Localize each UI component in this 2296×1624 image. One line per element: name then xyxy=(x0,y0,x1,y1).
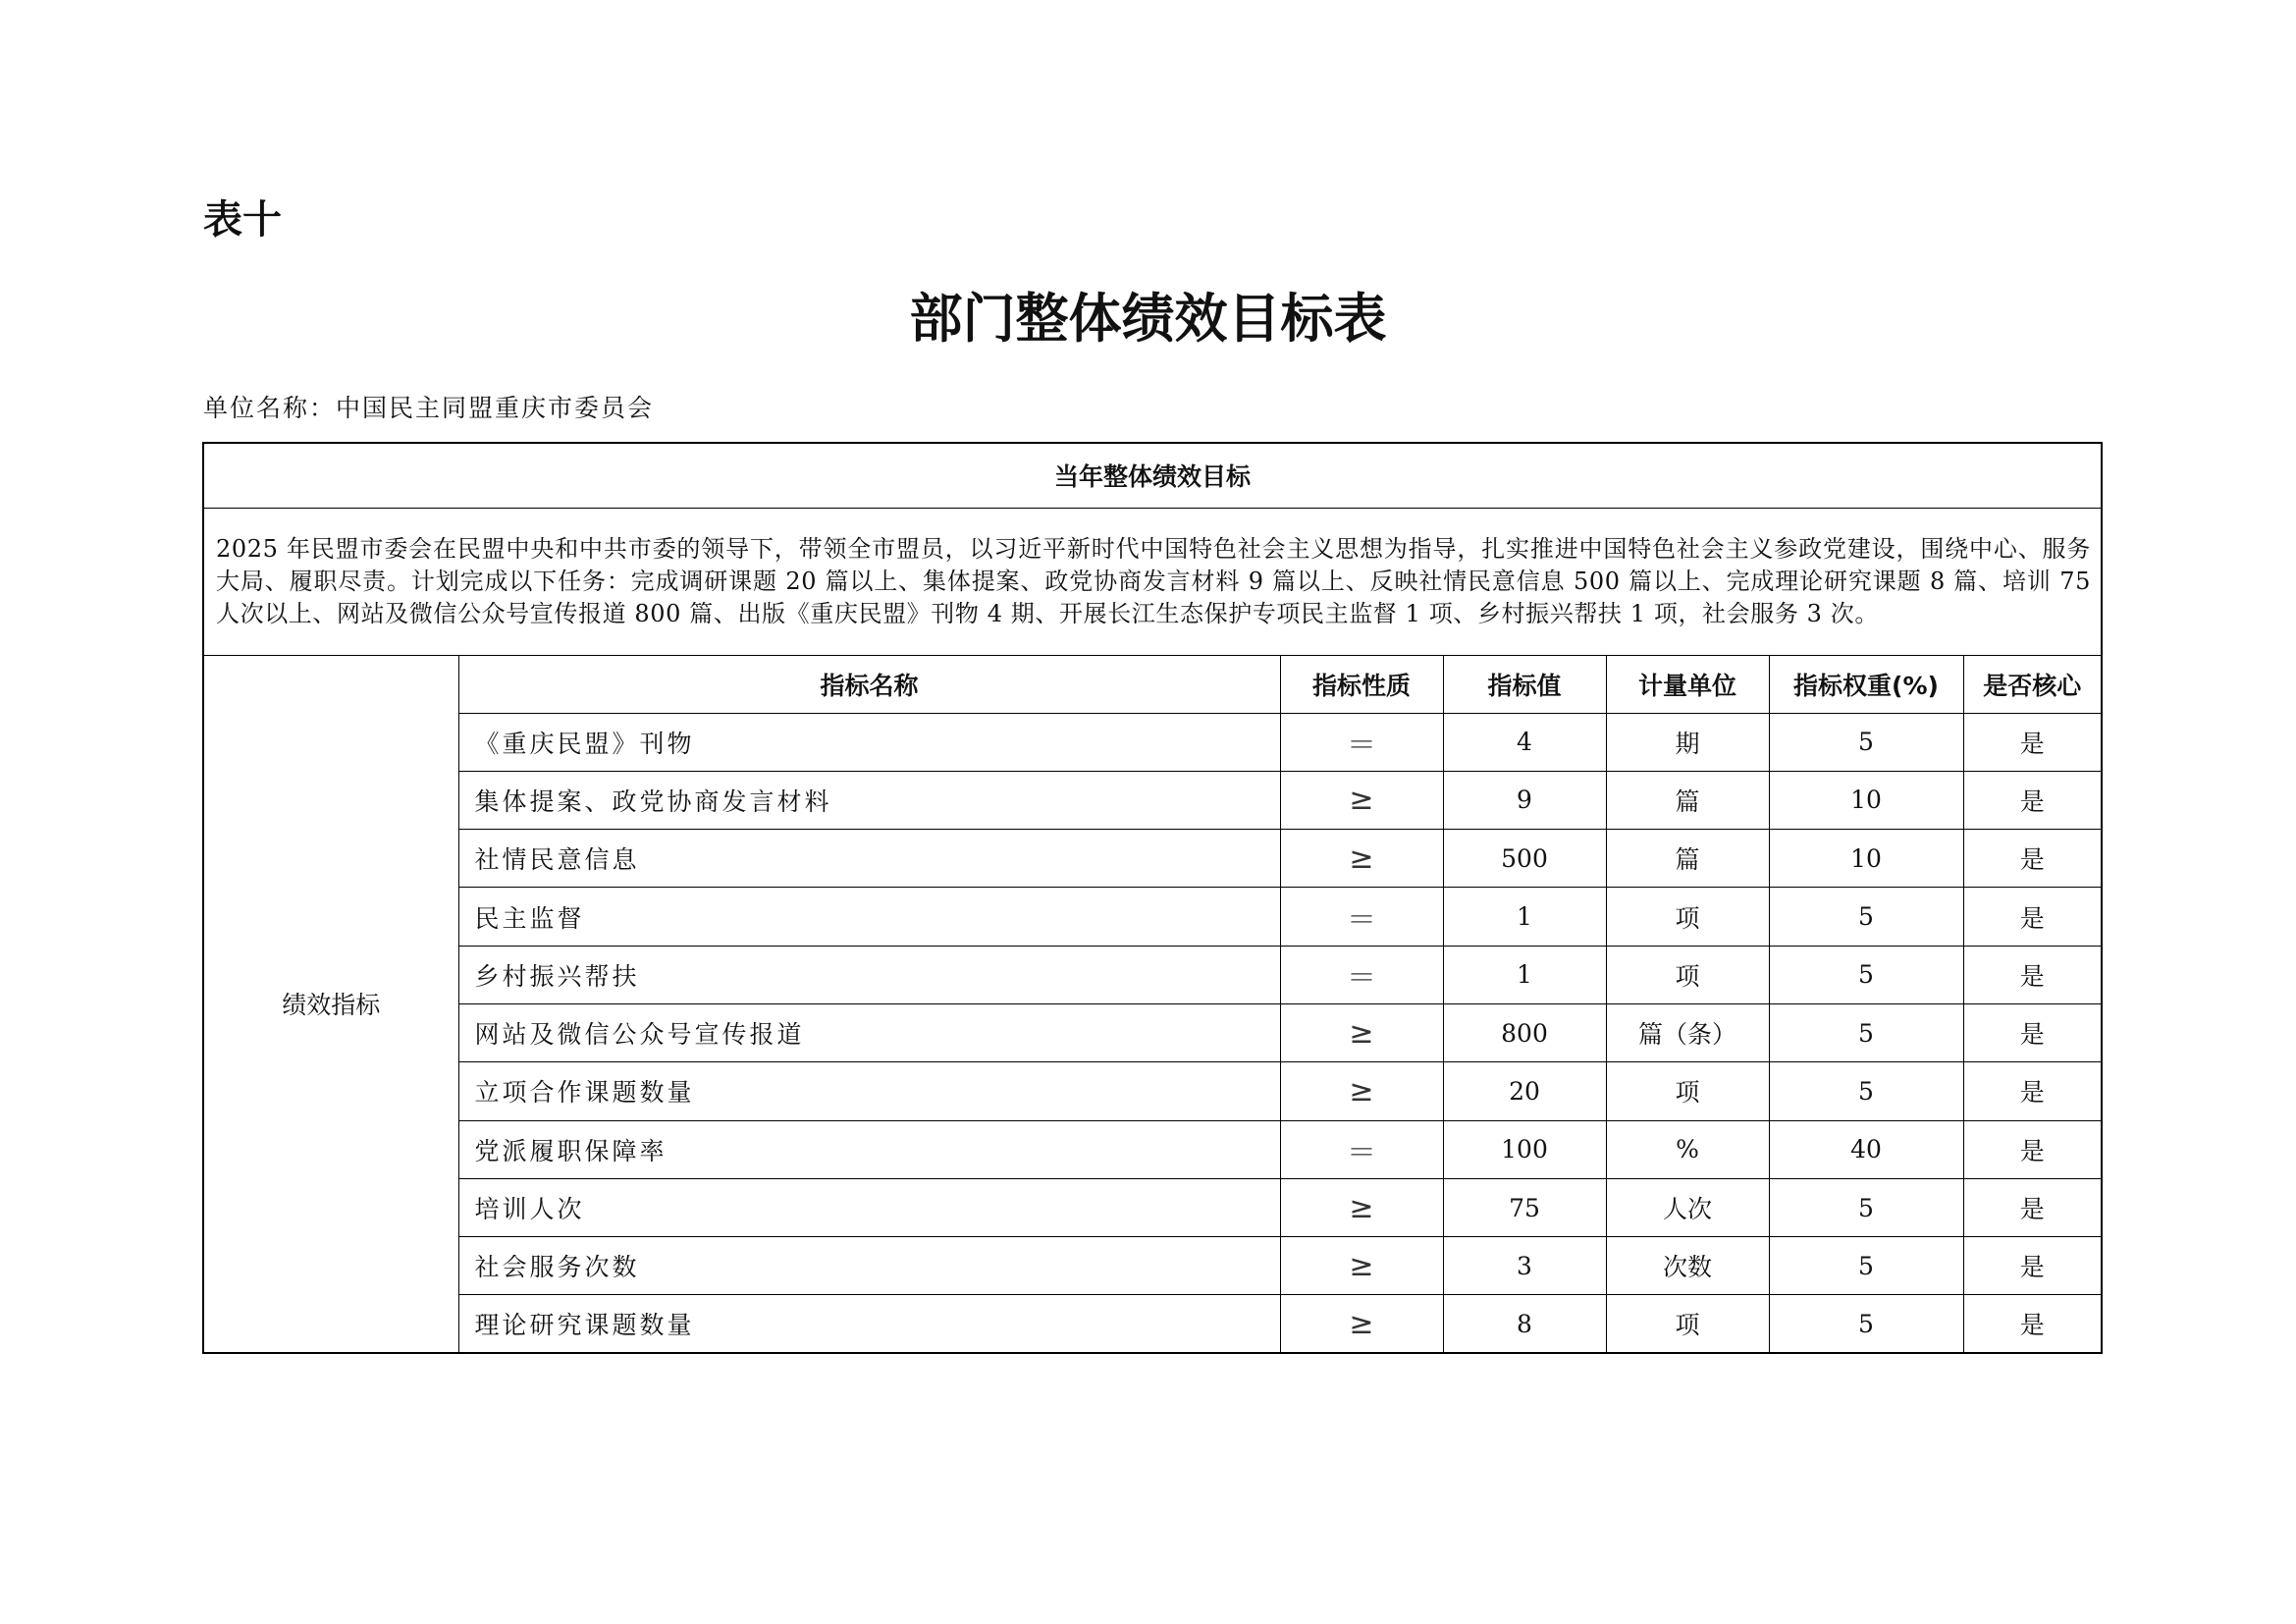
table-row xyxy=(203,1003,2102,1061)
table-row xyxy=(203,713,2102,771)
indicator-name: 社会服务次数 xyxy=(458,1237,1280,1295)
indicator-weight: 5 xyxy=(1769,888,1963,946)
description-row xyxy=(203,508,2102,655)
indicator-unit: 期 xyxy=(1606,713,1769,771)
indicator-core: 是 xyxy=(1963,1178,2102,1236)
indicator-unit: 篇 xyxy=(1606,830,1769,888)
indicator-name: 《重庆民盟》刊物 xyxy=(458,713,1280,771)
indicator-nature: ≥ xyxy=(1280,1062,1443,1120)
indicator-core: 是 xyxy=(1963,946,2102,1003)
indicator-value: 75 xyxy=(1443,1178,1606,1236)
indicator-core: 是 xyxy=(1963,1295,2102,1353)
section-header-row xyxy=(203,443,2102,508)
indicator-unit: 人次 xyxy=(1606,1178,1769,1236)
indicator-core: 是 xyxy=(1963,888,2102,946)
indicator-value: 800 xyxy=(1443,1003,1606,1061)
column-header-row xyxy=(203,655,2102,713)
indicator-name: 党派履职保障率 xyxy=(458,1120,1280,1178)
table-row xyxy=(203,1062,2102,1120)
table-label: 表十 xyxy=(203,197,282,243)
indicator-nature: ＝ xyxy=(1280,713,1443,771)
indicator-name: 社情民意信息 xyxy=(458,830,1280,888)
column-header-core: 是否核心 xyxy=(1963,655,2102,713)
indicator-core: 是 xyxy=(1963,1003,2102,1061)
indicator-name: 集体提案、政党协商发言材料 xyxy=(458,771,1280,829)
indicator-weight: 5 xyxy=(1769,1295,1963,1353)
column-header-value: 指标值 xyxy=(1443,655,1606,713)
indicator-unit: % xyxy=(1606,1120,1769,1178)
indicator-core: 是 xyxy=(1963,830,2102,888)
indicator-unit: 次数 xyxy=(1606,1237,1769,1295)
indicator-unit: 项 xyxy=(1606,888,1769,946)
indicator-unit: 项 xyxy=(1606,946,1769,1003)
indicator-unit: 篇（条） xyxy=(1606,1003,1769,1061)
indicator-nature: ≥ xyxy=(1280,1295,1443,1353)
indicator-core: 是 xyxy=(1963,713,2102,771)
indicator-value: 8 xyxy=(1443,1295,1606,1353)
document-title: 部门整体绩效目标表 xyxy=(909,287,1387,350)
indicator-nature: ＝ xyxy=(1280,1120,1443,1178)
indicator-unit: 篇 xyxy=(1606,771,1769,829)
indicator-core: 是 xyxy=(1963,1062,2102,1120)
indicator-value: 9 xyxy=(1443,771,1606,829)
performance-target-table xyxy=(202,442,2103,1354)
indicator-name: 培训人次 xyxy=(458,1178,1280,1236)
column-header-weight: 指标权重(%) xyxy=(1769,655,1963,713)
table-row xyxy=(203,1237,2102,1295)
indicator-value: 3 xyxy=(1443,1237,1606,1295)
column-header-name: 指标名称 xyxy=(458,655,1280,713)
indicator-nature: ＝ xyxy=(1280,888,1443,946)
indicator-core: 是 xyxy=(1963,1237,2102,1295)
indicator-nature: ≥ xyxy=(1280,830,1443,888)
overall-goal-description: 2025 年民盟市委会在民盟中央和中共市委的领导下，带领全市盟员，以习近平新时代中国特色社会主义思想为指导，扎实推进中国特色社会主义参政党建设，围绕中心、服务大局、履职尽责。计划完成以下任务：完成调研课题 20 篇以上、集体提案、政党协商发言材料 9 篇以上、反映社情民意信息 500 篇以上、完成理论研究课题 8 篇、培训 75 人次以上、网站及微信公众号宣传报道 800 篇、出版《重庆民盟》刊物 4 期、开展长江生态保护专项民主监督 1 项、乡村振兴帮扶 1 项，社会服务 3 次。 xyxy=(203,508,2102,655)
indicator-core: 是 xyxy=(1963,1120,2102,1178)
table-row xyxy=(203,946,2102,1003)
column-header-nature: 指标性质 xyxy=(1280,655,1443,713)
table-row xyxy=(203,1120,2102,1178)
indicator-weight: 5 xyxy=(1769,1178,1963,1236)
indicator-unit: 项 xyxy=(1606,1062,1769,1120)
indicator-nature: ＝ xyxy=(1280,946,1443,1003)
indicator-value: 1 xyxy=(1443,888,1606,946)
unit-name-line: 单位名称：中国民主同盟重庆市委员会 xyxy=(203,394,655,422)
indicator-nature: ≥ xyxy=(1280,1178,1443,1236)
indicator-value: 1 xyxy=(1443,946,1606,1003)
indicator-nature: ≥ xyxy=(1280,771,1443,829)
indicator-name: 民主监督 xyxy=(458,888,1280,946)
indicator-nature: ≥ xyxy=(1280,1237,1443,1295)
indicator-weight: 5 xyxy=(1769,1003,1963,1061)
indicator-weight: 5 xyxy=(1769,1237,1963,1295)
indicator-value: 20 xyxy=(1443,1062,1606,1120)
category-label: 绩效指标 xyxy=(203,655,458,1353)
indicator-core: 是 xyxy=(1963,771,2102,829)
table-row xyxy=(203,1295,2102,1353)
indicator-weight: 5 xyxy=(1769,713,1963,771)
section-header: 当年整体绩效目标 xyxy=(203,443,2102,508)
indicator-unit: 项 xyxy=(1606,1295,1769,1353)
indicator-weight: 10 xyxy=(1769,830,1963,888)
table-row xyxy=(203,771,2102,829)
indicator-value: 500 xyxy=(1443,830,1606,888)
table-row xyxy=(203,1178,2102,1236)
indicator-value: 4 xyxy=(1443,713,1606,771)
indicator-weight: 10 xyxy=(1769,771,1963,829)
indicator-name: 乡村振兴帮扶 xyxy=(458,946,1280,1003)
table-row xyxy=(203,888,2102,946)
table-row xyxy=(203,830,2102,888)
indicator-weight: 40 xyxy=(1769,1120,1963,1178)
indicator-nature: ≥ xyxy=(1280,1003,1443,1061)
indicator-name: 网站及微信公众号宣传报道 xyxy=(458,1003,1280,1061)
indicator-weight: 5 xyxy=(1769,946,1963,1003)
column-header-unit: 计量单位 xyxy=(1606,655,1769,713)
indicator-weight: 5 xyxy=(1769,1062,1963,1120)
indicator-value: 100 xyxy=(1443,1120,1606,1178)
indicator-name: 理论研究课题数量 xyxy=(458,1295,1280,1353)
indicator-name: 立项合作课题数量 xyxy=(458,1062,1280,1120)
